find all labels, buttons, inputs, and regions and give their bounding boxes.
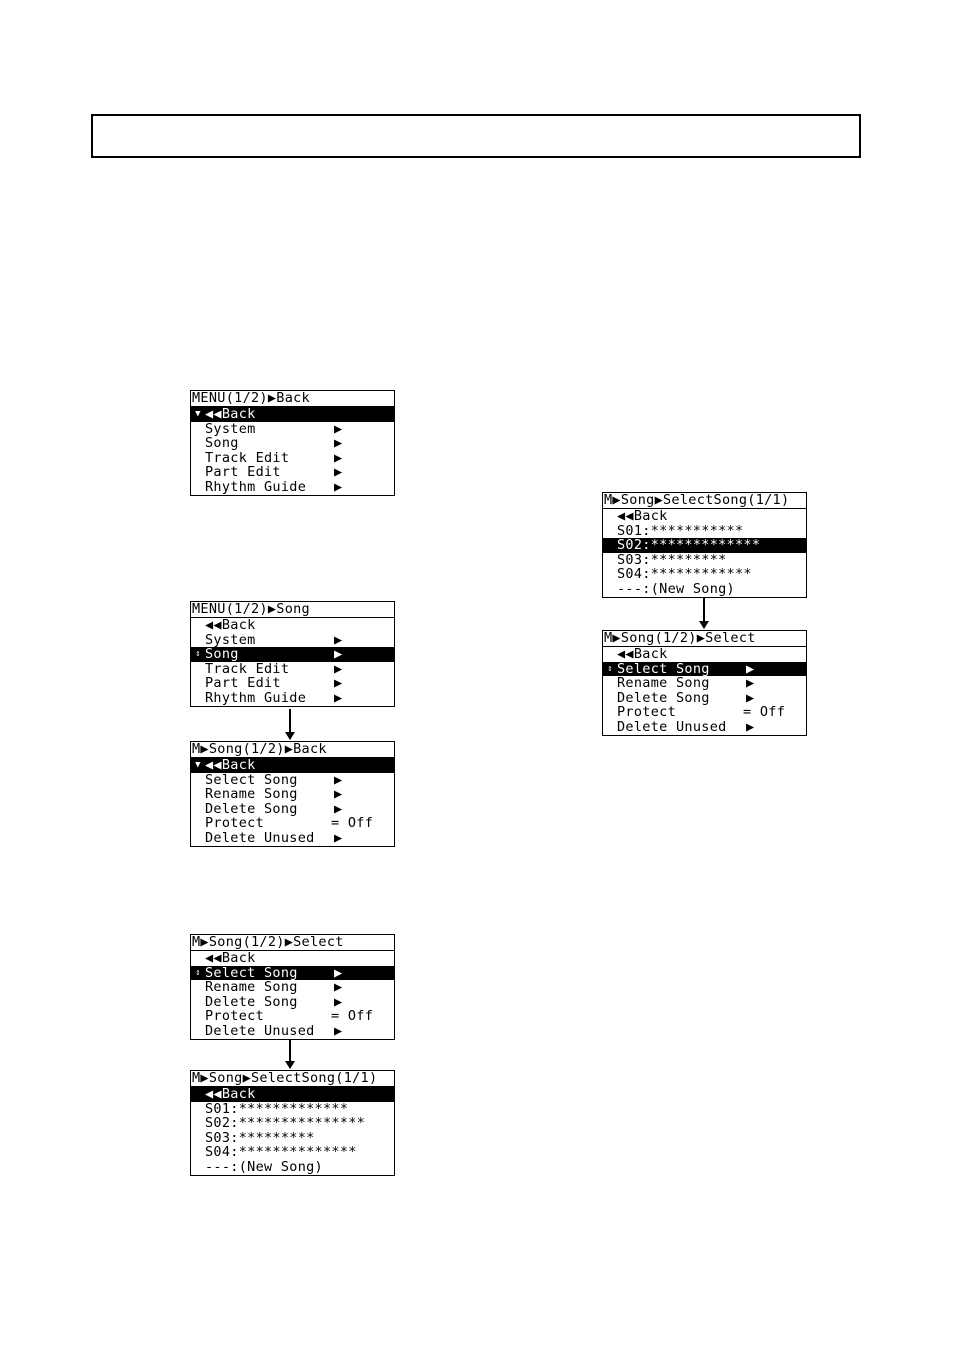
lcd-row — [191, 662, 394, 677]
lcd-row-label: S03:********* — [617, 552, 727, 568]
lcd-row — [191, 451, 394, 466]
lcd-row — [191, 966, 394, 981]
lcd-row-label: ◀◀Back — [205, 1087, 256, 1102]
lcd-row-label: Select Song — [617, 661, 710, 677]
lcd-row-value: = Off — [331, 816, 374, 831]
scroll-down-icon: ▼ — [195, 409, 201, 419]
submenu-arrow-icon: ▶ — [334, 801, 343, 817]
lcd-row — [603, 691, 806, 706]
scroll-updown-icon: ⇕ — [195, 649, 201, 660]
lcd-select-song-list-right — [602, 492, 807, 598]
submenu-arrow-icon: ▶ — [746, 676, 755, 691]
lcd-row — [191, 951, 394, 966]
submenu-arrow-icon: ▶ — [334, 772, 343, 788]
lcd-row — [191, 995, 394, 1010]
lcd-row — [603, 720, 806, 735]
lcd-row — [191, 1009, 394, 1024]
submenu-arrow-icon: ▶ — [334, 965, 343, 981]
submenu-arrow-icon: ▶ — [334, 421, 343, 437]
lcd-row-value: = Off — [743, 705, 786, 720]
lcd-row — [191, 773, 394, 788]
lcd-row — [191, 647, 394, 662]
lcd-row — [191, 1145, 394, 1160]
submenu-arrow-icon: ▶ — [334, 1023, 343, 1039]
lcd-row — [191, 633, 394, 648]
lcd-row — [191, 691, 394, 706]
lcd-row-label: Rename Song — [617, 676, 710, 691]
scroll-updown-icon: ⇕ — [195, 967, 201, 978]
lcd-row-label: Delete Unused — [617, 719, 727, 735]
lcd-song-select-right — [602, 630, 807, 736]
lcd-row — [603, 705, 806, 720]
lcd-row-label: Delete Song — [205, 994, 298, 1010]
lcd-row — [191, 831, 394, 846]
lcd-row-label: Song — [205, 436, 239, 451]
lcd-row-label: System — [205, 421, 256, 437]
lcd-rows — [191, 618, 394, 706]
submenu-arrow-icon: ▶ — [334, 676, 343, 691]
lcd-row-label: ---:(New Song) — [617, 581, 735, 597]
lcd-row — [191, 618, 394, 633]
lcd-rows — [191, 407, 394, 495]
lcd-row — [603, 553, 806, 568]
lcd-menu-back — [190, 390, 395, 496]
lcd-row — [191, 422, 394, 437]
lcd-row — [603, 676, 806, 691]
lcd-row — [191, 407, 394, 422]
lcd-title: MENU(1/2)▶Song — [191, 602, 394, 618]
lcd-row — [603, 582, 806, 597]
submenu-arrow-icon: ▶ — [334, 450, 343, 466]
lcd-row — [191, 1131, 394, 1146]
lcd-row-label: S03:********* — [205, 1130, 315, 1146]
scroll-down-icon: ▼ — [195, 760, 201, 770]
lcd-song-select — [190, 934, 395, 1040]
lcd-row-label: ◀◀Back — [617, 647, 668, 662]
submenu-arrow-icon: ▶ — [334, 647, 343, 662]
lcd-rows — [603, 647, 806, 735]
lcd-title: M▶Song(1/2)▶Select — [603, 631, 806, 647]
lcd-title: MENU(1/2)▶Back — [191, 391, 394, 407]
lcd-row-label: S02:************* — [617, 538, 761, 553]
flow-arrow-down — [703, 598, 705, 628]
lcd-row — [191, 758, 394, 773]
lcd-row-label: Protect — [205, 1009, 264, 1024]
lcd-rows — [191, 758, 394, 846]
lcd-row — [191, 465, 394, 480]
lcd-row-label: ◀◀Back — [205, 758, 256, 773]
lcd-row-label: ◀◀Back — [205, 951, 256, 966]
lcd-row — [191, 980, 394, 995]
lcd-row-label: S01:************* — [205, 1101, 349, 1117]
lcd-row-label: Rhythm Guide — [205, 479, 307, 495]
lcd-row-label: Song — [205, 647, 239, 662]
lcd-title: M▶Song▶SelectSong(1/1) — [603, 493, 806, 509]
flow-arrow-down — [289, 709, 291, 739]
lcd-row — [191, 816, 394, 831]
lcd-row-label: Delete Unused — [205, 1023, 315, 1039]
lcd-row — [191, 1024, 394, 1039]
lcd-row — [603, 662, 806, 677]
lcd-row-label: S02:*************** — [205, 1116, 366, 1131]
submenu-arrow-icon: ▶ — [334, 436, 343, 451]
lcd-row — [191, 436, 394, 451]
submenu-arrow-icon: ▶ — [746, 690, 755, 706]
lcd-title: M▶Song(1/2)▶Back — [191, 742, 394, 758]
lcd-row-label: Protect — [617, 705, 676, 720]
lcd-row-label: Rhythm Guide — [205, 690, 307, 706]
lcd-row-label: Part Edit — [205, 676, 281, 691]
lcd-row-label: Delete Song — [617, 690, 710, 706]
lcd-title: M▶Song▶SelectSong(1/1) — [191, 1071, 394, 1087]
lcd-row — [191, 676, 394, 691]
lcd-row-label: Rename Song — [205, 980, 298, 995]
lcd-rows — [191, 951, 394, 1039]
lcd-row-label: S04:************** — [205, 1145, 357, 1160]
lcd-select-song-list-left — [190, 1070, 395, 1176]
lcd-row-label: Rename Song — [205, 787, 298, 802]
section-header-box — [91, 114, 861, 158]
submenu-arrow-icon: ▶ — [334, 787, 343, 802]
submenu-arrow-icon: ▶ — [334, 661, 343, 677]
lcd-row-label: ---:(New Song) — [205, 1159, 323, 1175]
submenu-arrow-icon: ▶ — [334, 690, 343, 706]
submenu-arrow-icon: ▶ — [334, 632, 343, 648]
submenu-arrow-icon: ▶ — [746, 719, 755, 735]
lcd-row — [191, 787, 394, 802]
lcd-row-label: ◀◀Back — [205, 618, 256, 633]
lcd-row-label: Select Song — [205, 965, 298, 981]
submenu-arrow-icon: ▶ — [334, 994, 343, 1010]
lcd-row — [191, 1116, 394, 1131]
lcd-row-value: = Off — [331, 1009, 374, 1024]
lcd-row — [603, 567, 806, 582]
lcd-row-label: S01:*********** — [617, 523, 744, 539]
lcd-row-label: Delete Unused — [205, 830, 315, 846]
lcd-row — [191, 1087, 394, 1102]
lcd-song-back — [190, 741, 395, 847]
submenu-arrow-icon: ▶ — [334, 479, 343, 495]
lcd-row — [191, 480, 394, 495]
lcd-row — [191, 1102, 394, 1117]
lcd-title: M▶Song(1/2)▶Select — [191, 935, 394, 951]
submenu-arrow-icon: ▶ — [746, 661, 755, 677]
lcd-row-label: Track Edit — [205, 450, 290, 466]
lcd-row-label: Protect — [205, 816, 264, 831]
submenu-arrow-icon: ▶ — [334, 465, 343, 480]
lcd-row-label: ◀◀Back — [205, 407, 256, 422]
lcd-rows — [603, 509, 806, 597]
lcd-row — [603, 647, 806, 662]
submenu-arrow-icon: ▶ — [334, 980, 343, 995]
lcd-row-label: ◀◀Back — [617, 509, 668, 524]
lcd-row — [603, 538, 806, 553]
lcd-row-label: System — [205, 632, 256, 648]
lcd-row — [603, 509, 806, 524]
flow-arrow-down — [289, 1040, 291, 1068]
lcd-menu-song — [190, 601, 395, 707]
lcd-row-label: Track Edit — [205, 661, 290, 677]
scroll-updown-icon: ⇕ — [607, 663, 613, 674]
submenu-arrow-icon: ▶ — [334, 830, 343, 846]
lcd-row — [191, 1160, 394, 1175]
lcd-row-label: Delete Song — [205, 801, 298, 817]
lcd-row-label: S04:************ — [617, 567, 752, 582]
lcd-row-label: Select Song — [205, 772, 298, 788]
lcd-row-label: Part Edit — [205, 465, 281, 480]
lcd-rows — [191, 1087, 394, 1175]
lcd-row — [603, 524, 806, 539]
lcd-row — [191, 802, 394, 817]
